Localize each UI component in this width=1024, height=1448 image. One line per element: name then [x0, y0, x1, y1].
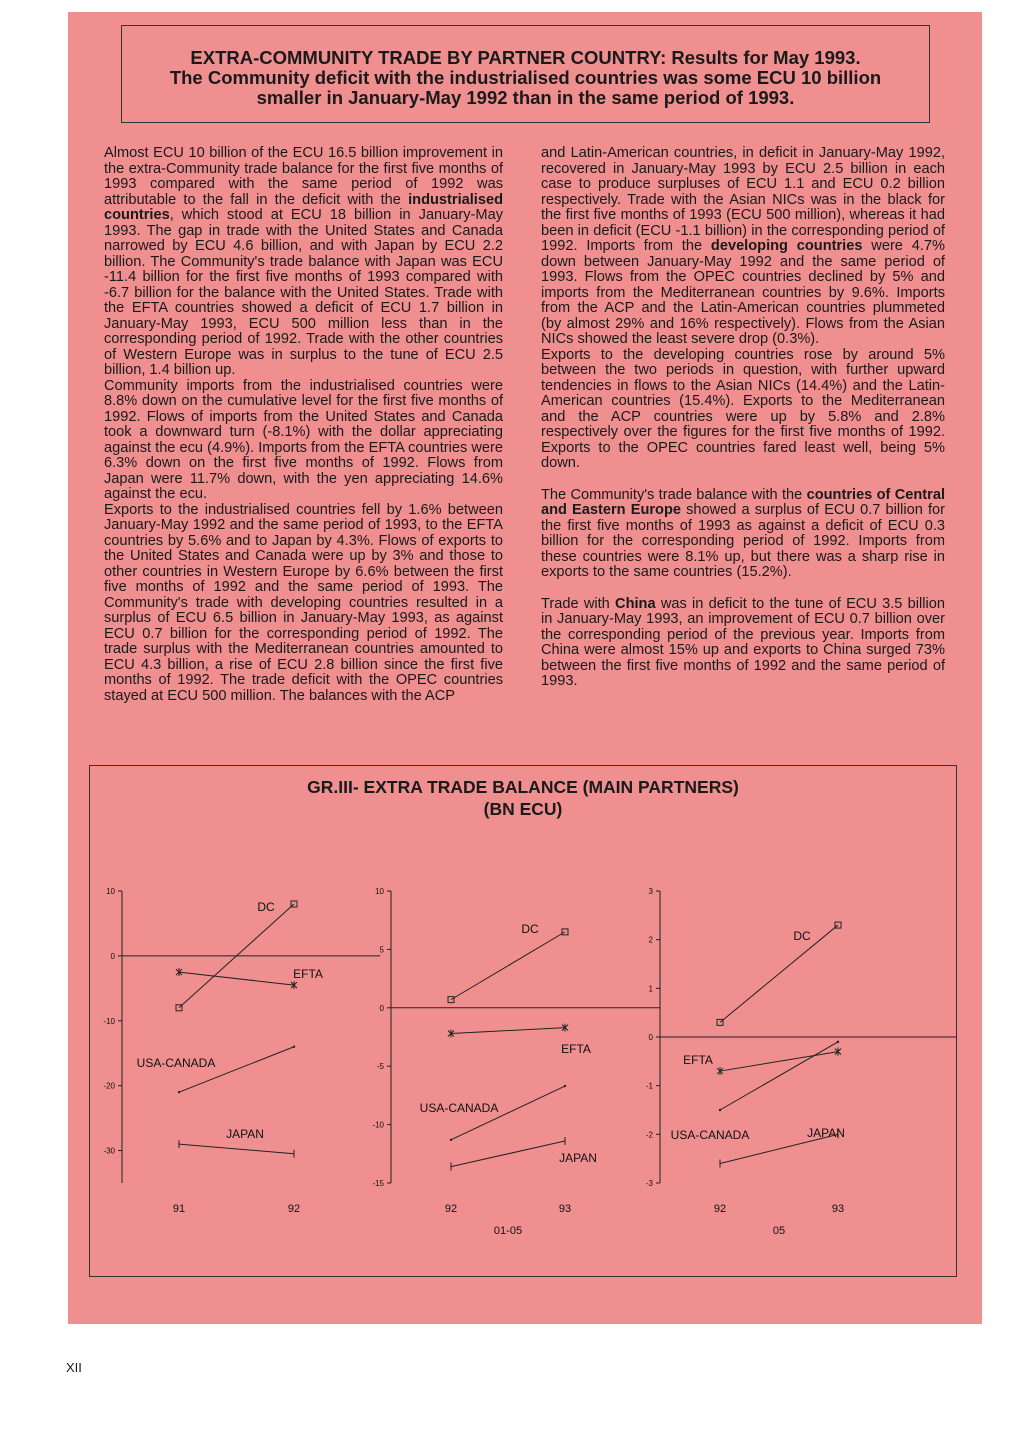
page-number: XII: [66, 1360, 82, 1375]
title-box: [121, 25, 930, 123]
data-point: [564, 1085, 566, 1087]
series-label: USA-CANADA: [670, 1128, 750, 1142]
title-line-2: The Community deficit with the industrialised countries was some ECU 10 billion: [169, 67, 882, 88]
y-tick-label: 10: [375, 887, 384, 896]
paragraph: [541, 597, 945, 690]
data-point: [450, 1139, 452, 1141]
x-tick-label: 92: [444, 1203, 458, 1215]
series-label: DC: [521, 922, 539, 936]
x-tick-label: 93: [558, 1203, 572, 1215]
chart-box: [89, 765, 957, 1277]
data-point: [293, 1046, 295, 1048]
paragraph: Community imports from the industrialised countries were 8.8% down on the cumulative level for the first five months of 1992. Flows of imports from the United States and Canada took a downward turn (-8.1%) with the dollar appreciating against the ecu (4.9%). Imports from the EFTA countries were 6.3% down on the first five months of 1992. Flows from Japan were 11.7% down, with the yen appreciating 14.6% against the ecu.: [104, 377, 503, 502]
text-run: and Latin-American countries, in deficit in January-May 1992, recovered in January-May 1993 by ECU 2.5 billion in each case to produce surpluses of ECU 1.1 and ECU 0.2 billion respectively. Trade with the Asian NICs was in the black for the first five months of 1993 (ECU 500 million), whereas it had been in deficit (ECU -1.1 billion) in the corresponding period of 1992. Imports from the: [541, 145, 945, 254]
title-line-1: EXTRA-COMMUNITY TRADE BY PARTNER COUNTRY: Results for May 1993.: [190, 47, 861, 68]
y-tick-label: 0: [648, 1033, 653, 1042]
paragraph: [104, 146, 503, 379]
bold-term: developing countries: [710, 238, 863, 254]
text-run: Trade with: [541, 595, 616, 612]
y-tick-label: -15: [372, 1179, 384, 1188]
charts-svg: [90, 766, 956, 1276]
series-label: USA-CANADA: [419, 1101, 499, 1115]
y-tick-label: -2: [645, 1130, 653, 1140]
series-label: DC: [793, 929, 811, 943]
data-point: [178, 1091, 180, 1093]
series-label: USA-CANADA: [136, 1056, 216, 1070]
y-tick-label: 3: [648, 887, 653, 896]
paragraph: Exports to the industrialised countries fell by 1.6% between January-May 1992 and the same period of 1993, to the EFTA countries by 5.6% and to Japan by 4.3%. Flows of exports to the United States and Canada were up by 3% and those to other countries in Western Europe by 6.6% between the first five months of 1992 and the same period of 1993. The Community's trade with developing countries resulted in a surplus of ECU 6.5 billion in January-May 1993, as against ECU 0.7 billion for the corresponding period of 1992. The trade surplus with the Mediterranean countries amounted to ECU 4.3 billion, a rise of ECU 2.8 billion since the first five months of 1992. The trade deficit with the OPEC countries stayed at ECU 500 million. The balances with the ACP: [104, 501, 503, 704]
x-tick-label: 92: [287, 1203, 301, 1215]
x-axis-label: 01-05: [493, 1225, 523, 1237]
x-axis-label: 05: [772, 1225, 786, 1237]
y-tick-label: -10: [372, 1120, 384, 1130]
x-tick-label: 91: [172, 1203, 186, 1215]
chart-title-line-1: GR.III- EXTRA TRADE BALANCE (MAIN PARTNERS): [307, 777, 739, 797]
text-run: , which stood at ECU 18 billion in January-May 1993. The gap in trade with the United States and Canada narrowed by ECU 4.6 billion, and with Japan by ECU 2.2 billion. The Community's trade balance with Japan was ECU -11.4 billion for the first five months of 1993 compared with -6.7 billion for the balance with the United States. Trade with the EFTA countries showed a deficit of ECU 1.7 billion in January-May 1993, ECU 500 million less than in the corresponding period of 1992. Trade with the other countries of Western Europe was in surplus to the tune of ECU 2.5 billion, 1.4 billion up.: [104, 207, 503, 378]
series-label: EFTA: [561, 1042, 591, 1056]
y-tick-label: -10: [103, 1016, 115, 1026]
text-run: Almost ECU 10 billion of the ECU 16.5 billion improvement in the extra-Community trade balance for the first five months of 1993 compared with the same period of 1992 was attributable to the fall in the deficit with the: [104, 145, 503, 208]
y-tick-label: 0: [110, 951, 115, 961]
title-line-3: smaller in January-May 1992 than in the same period of 1993.: [256, 87, 795, 108]
series-line: [720, 925, 838, 1022]
series-line: [179, 1144, 294, 1154]
y-tick-label: -5: [376, 1062, 384, 1072]
bold-term: industrialised countries: [104, 191, 503, 223]
series-line: [451, 1028, 565, 1034]
y-tick-label: -1: [645, 1081, 653, 1091]
paragraph: [541, 488, 945, 581]
y-tick-label: -3: [645, 1179, 653, 1188]
data-point: [837, 1041, 839, 1043]
series-line: [179, 972, 294, 985]
x-tick-label: 92: [713, 1203, 727, 1215]
y-tick-label: 10: [106, 887, 115, 896]
series-label: JAPAN: [559, 1151, 597, 1165]
bold-term: countries of Central and Eastern Europe: [541, 486, 945, 518]
paragraph: [541, 146, 945, 348]
text-run: was in deficit to the tune of ECU 3.5 billion in January-May 1993, an improvement of ECU 0.7 billion over the corresponding period of the previous year. Imports from China were almost 15% up and exports to China surged 73% between the first five months of 1992 and the same period of 1993.: [541, 595, 945, 689]
data-point: [448, 997, 454, 1003]
series-line: [451, 1141, 565, 1167]
series-label: JAPAN: [226, 1127, 264, 1141]
series-label: DC: [257, 900, 275, 914]
series-line: [720, 1052, 838, 1071]
series-line: [451, 932, 565, 1000]
y-tick-label: -20: [103, 1081, 115, 1091]
y-tick-label: 2: [648, 935, 653, 945]
text-run: The Community's trade balance with the: [541, 486, 807, 503]
y-tick-label: 0: [379, 1003, 384, 1013]
data-point: [719, 1109, 721, 1111]
series-line: [720, 1042, 838, 1110]
y-tick-label: -30: [103, 1146, 115, 1156]
series-label: JAPAN: [807, 1126, 845, 1140]
series-label: EFTA: [293, 967, 323, 981]
left-text-column: [104, 146, 503, 704]
bold-term: China: [615, 595, 656, 612]
y-tick-label: 1: [648, 984, 653, 994]
y-tick-label: 5: [379, 945, 384, 955]
x-tick-label: 93: [831, 1203, 845, 1215]
text-run: were 4.7% down between January-May 1992 and the same period of 1993. Flows from the OPEC countries declined by 5% and imports from the Mediterranean countries by 9.6%. Imports from the ACP and the Latin-American countries plummeted (by almost 29% and 16% respectively). Flows from the Asian NICs showed the least severe drop (0.3%).: [541, 238, 945, 347]
right-text-column: [541, 146, 945, 690]
chart-title-line-2: (BN ECU): [483, 799, 563, 819]
series-label: EFTA: [683, 1053, 713, 1067]
paragraph: Exports to the developing countries rose by around 5% between the two periods in question, with further upward tendencies in flows to the Asian NICs (14.4%) and the Latin-American countries (15.4%). Exports to the Mediterranean and the ACP countries were up by 5.8% and 2.8% respectively over the figures for the first five months of 1992. Exports to the OPEC countries fared least well, being 5% down.: [541, 346, 945, 471]
text-run: showed a surplus of ECU 0.7 billion for the first five months of 1993 as against a deficit of ECU 0.3 billion for the corresponding period of 1992. Imports from these countries were 8.1% up, but there was a sharp rise in exports to the same countries (15.2%).: [541, 502, 945, 580]
